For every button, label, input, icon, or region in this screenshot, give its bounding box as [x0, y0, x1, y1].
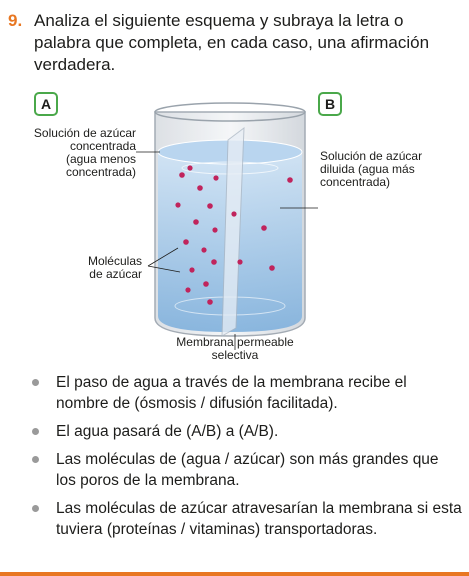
sugar-molecules-label: Moléculas de azúcar	[87, 254, 142, 281]
label-b: B	[318, 92, 342, 116]
label-a: A	[34, 92, 58, 116]
bottom-divider	[0, 572, 469, 576]
bullet-icon	[32, 505, 39, 512]
bullet-icon	[32, 379, 39, 386]
question-number: 9.	[8, 11, 23, 30]
right-solution-label: Solución de azúcar diluida (agua más concentrada)	[320, 149, 423, 189]
bullet-icon	[32, 456, 39, 463]
list-item: Las moléculas de (agua / azúcar) son más grandes que los poros de la membrana.	[30, 449, 462, 491]
left-solution-label: Solución de azúcar concentrada (agua menos concentrada)	[33, 126, 136, 179]
bullet-icon	[32, 428, 39, 435]
list-item: El paso de agua a través de la membrana recibe el nombre de (ósmosis / difusión facilitada).	[30, 372, 462, 414]
membrane-label: Membrana permeable selectiva	[176, 335, 294, 362]
list-item: El agua pasará de (A/B) a (A/B).	[30, 421, 462, 442]
question-text: Analiza el siguiente esquema y subraya la letra o palabra que completa, en cada caso, una afirmación verdadera.	[34, 11, 430, 74]
list-item: Las moléculas de azúcar atravesarían la membrana si esta tuviera (proteínas / vitaminas) transportadoras.	[30, 498, 462, 540]
statement-list	[30, 372, 462, 547]
